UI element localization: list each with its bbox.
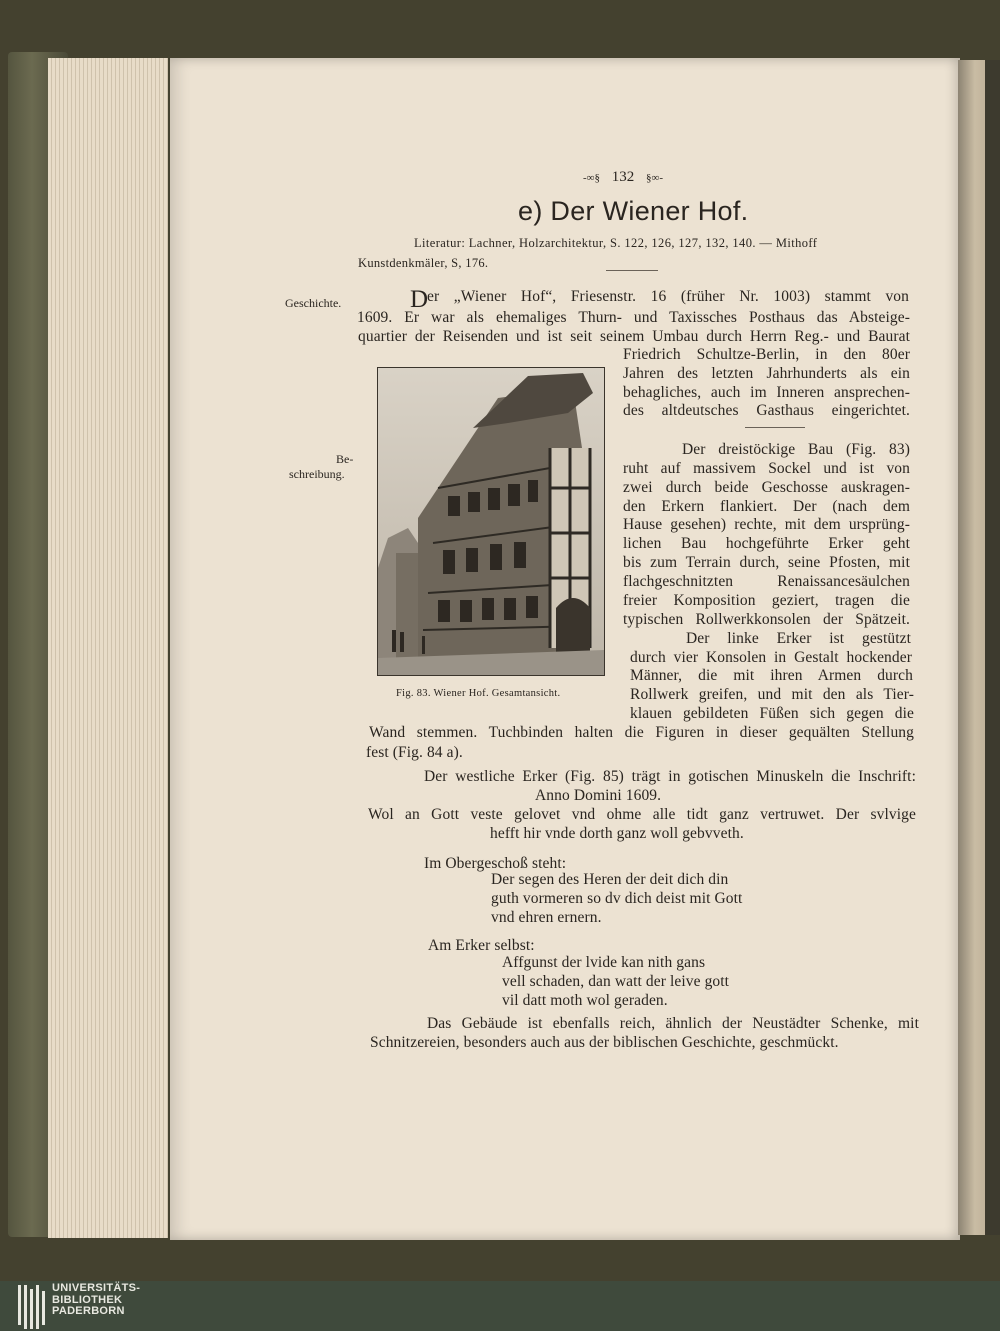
- para2-line-8: flachgeschnitzten Renaissancesäulchen: [623, 573, 910, 590]
- figure-83-photo: [377, 367, 605, 676]
- para2-line-16: Wand stemmen. Tuchbinden halten die Figuren in dieser gequälten Stellung: [369, 724, 914, 741]
- para2-line-11: Der linke Erker ist gestützt: [686, 630, 911, 647]
- para2-line-7: bis zum Terrain durch, seine Pfosten, mit: [623, 554, 910, 571]
- para1-line-6: behagliches, auch im Inneren ansprechen-: [623, 384, 910, 401]
- library-name-line-3: PADERBORN: [52, 1305, 125, 1317]
- library-name-line-2: BIBLIOTHEK: [52, 1293, 123, 1306]
- para2-line-14: Rollwerk greifen, und mit den als Tier-: [630, 686, 914, 703]
- page-number: 132: [611, 169, 635, 185]
- para2-line-5: Hause gesehen) rechte, mit dem ursprüng-: [623, 516, 910, 533]
- para1-line-2: 1609. Er war als ehemaliges Thurn- und Taxissches Posthaus das Absteige-: [357, 309, 910, 326]
- para1-line-5: Jahren des letzten Jahrhunderts als ein: [623, 365, 910, 382]
- para2-line-4: den Erkern flankiert. Der (nach dem: [623, 498, 910, 515]
- figure-caption: Fig. 83. Wiener Hof. Gesamtansicht.: [396, 688, 561, 699]
- upper-floor-intro: Im Obergeschoß steht:: [424, 855, 567, 872]
- para2-line-12: durch vier Konsolen in Gestalt hockender: [630, 649, 912, 666]
- ornament-right: §∞-: [646, 172, 664, 184]
- page-number-line: [583, 169, 663, 186]
- inscription-2-line-2: guth vormeren so dv dich deist mit Gott: [491, 890, 743, 907]
- library-name-line-1: UNIVERSITÄTS-: [52, 1282, 141, 1294]
- para2-line-3: zwei durch beide Geschosse auskragen-: [623, 479, 910, 496]
- para2-line-2: ruht auf massivem Sockel und ist von: [623, 460, 910, 477]
- divider-top: [606, 270, 658, 271]
- margin-note-description-2: schreibung.: [289, 467, 345, 481]
- para2-line-17: fest (Fig. 84 a).: [366, 744, 463, 761]
- inscription-1-line-1: Anno Domini 1609.: [535, 787, 662, 804]
- literature-line-1: Literatur: Lachner, Holzarchitektur, S. 122, 126, 127, 132, 140. — Mithoff: [414, 236, 818, 250]
- para3-intro: Der westliche Erker (Fig. 85) trägt in gotischen Minuskeln die Inschrift:: [424, 768, 916, 785]
- ornament-left: -∞§: [583, 172, 601, 184]
- para2-line-6: lichen Bau hochgeführte Erker geht: [623, 535, 910, 552]
- inscription-1-line-2: Wol an Gott veste gelovet vnd ohme alle tidt ganz vertruwet. Der svlvige: [368, 806, 916, 823]
- para1-line-3: quartier der Reisenden und ist seit seinem Umbau durch Herrn Reg.- und Baurat: [358, 328, 910, 345]
- library-logo-icon: [18, 1285, 46, 1329]
- library-name: [52, 1283, 140, 1318]
- inscription-2-line-1: Der segen des Heren der deit dich din: [491, 871, 729, 888]
- wiener-hof-illustration: [378, 368, 604, 675]
- dropcap: D: [410, 286, 429, 313]
- para2-line-13: Männer, die mit ihren Armen durch: [630, 667, 913, 684]
- page-stack-edges: [48, 58, 168, 1238]
- closing-line-1: Das Gebäude ist ebenfalls reich, ähnlich der Neustädter Schenke, mit: [427, 1015, 919, 1032]
- margin-note-history: Geschichte.: [285, 296, 342, 310]
- inscription-3-line-1: Affgunst der lvide kan nith gans: [502, 954, 706, 971]
- bay-intro: Am Erker selbst:: [428, 937, 535, 954]
- para1-line-7: des altdeutsches Gasthaus eingerichtet.: [623, 402, 910, 419]
- para1-line-4: Friedrich Schultze-Berlin, in den 80er: [623, 346, 910, 363]
- para1-line-1: er „Wiener Hof“, Friesenstr. 16 (früher Nr. 1003) stammt von: [427, 288, 909, 305]
- book-cover-right: [985, 60, 1000, 1235]
- para2-line-1: Der dreistöckige Bau (Fig. 83): [682, 441, 910, 458]
- para2-line-15: klauen gebildeten Füßen sich gegen die: [630, 705, 914, 722]
- para2-line-9: freier Komposition geziert, tragen die: [623, 592, 910, 609]
- section-heading: e) Der Wiener Hof.: [518, 196, 749, 226]
- para2-line-10: typischen Rollwerkkonsolen der Spätzeit.: [623, 611, 910, 628]
- margin-note-description-1: Be-: [336, 452, 354, 466]
- closing-line-2: Schnitzereien, besonders auch aus der biblischen Geschichte, geschmückt.: [370, 1034, 839, 1051]
- divider-middle: [745, 427, 805, 428]
- inscription-3-line-3: vil datt moth wol geraden.: [502, 992, 668, 1009]
- inscription-1-line-3: hefft hir vnde dorth ganz woll gebvveth.: [490, 825, 744, 842]
- inscription-2-line-3: vnd ehren ernern.: [491, 909, 602, 926]
- literature-line-2: Kunstdenkmäler, S, 176.: [358, 256, 489, 270]
- footer-bar: [0, 1281, 1000, 1331]
- inscription-3-line-2: vell schaden, dan watt der leive gott: [502, 973, 730, 990]
